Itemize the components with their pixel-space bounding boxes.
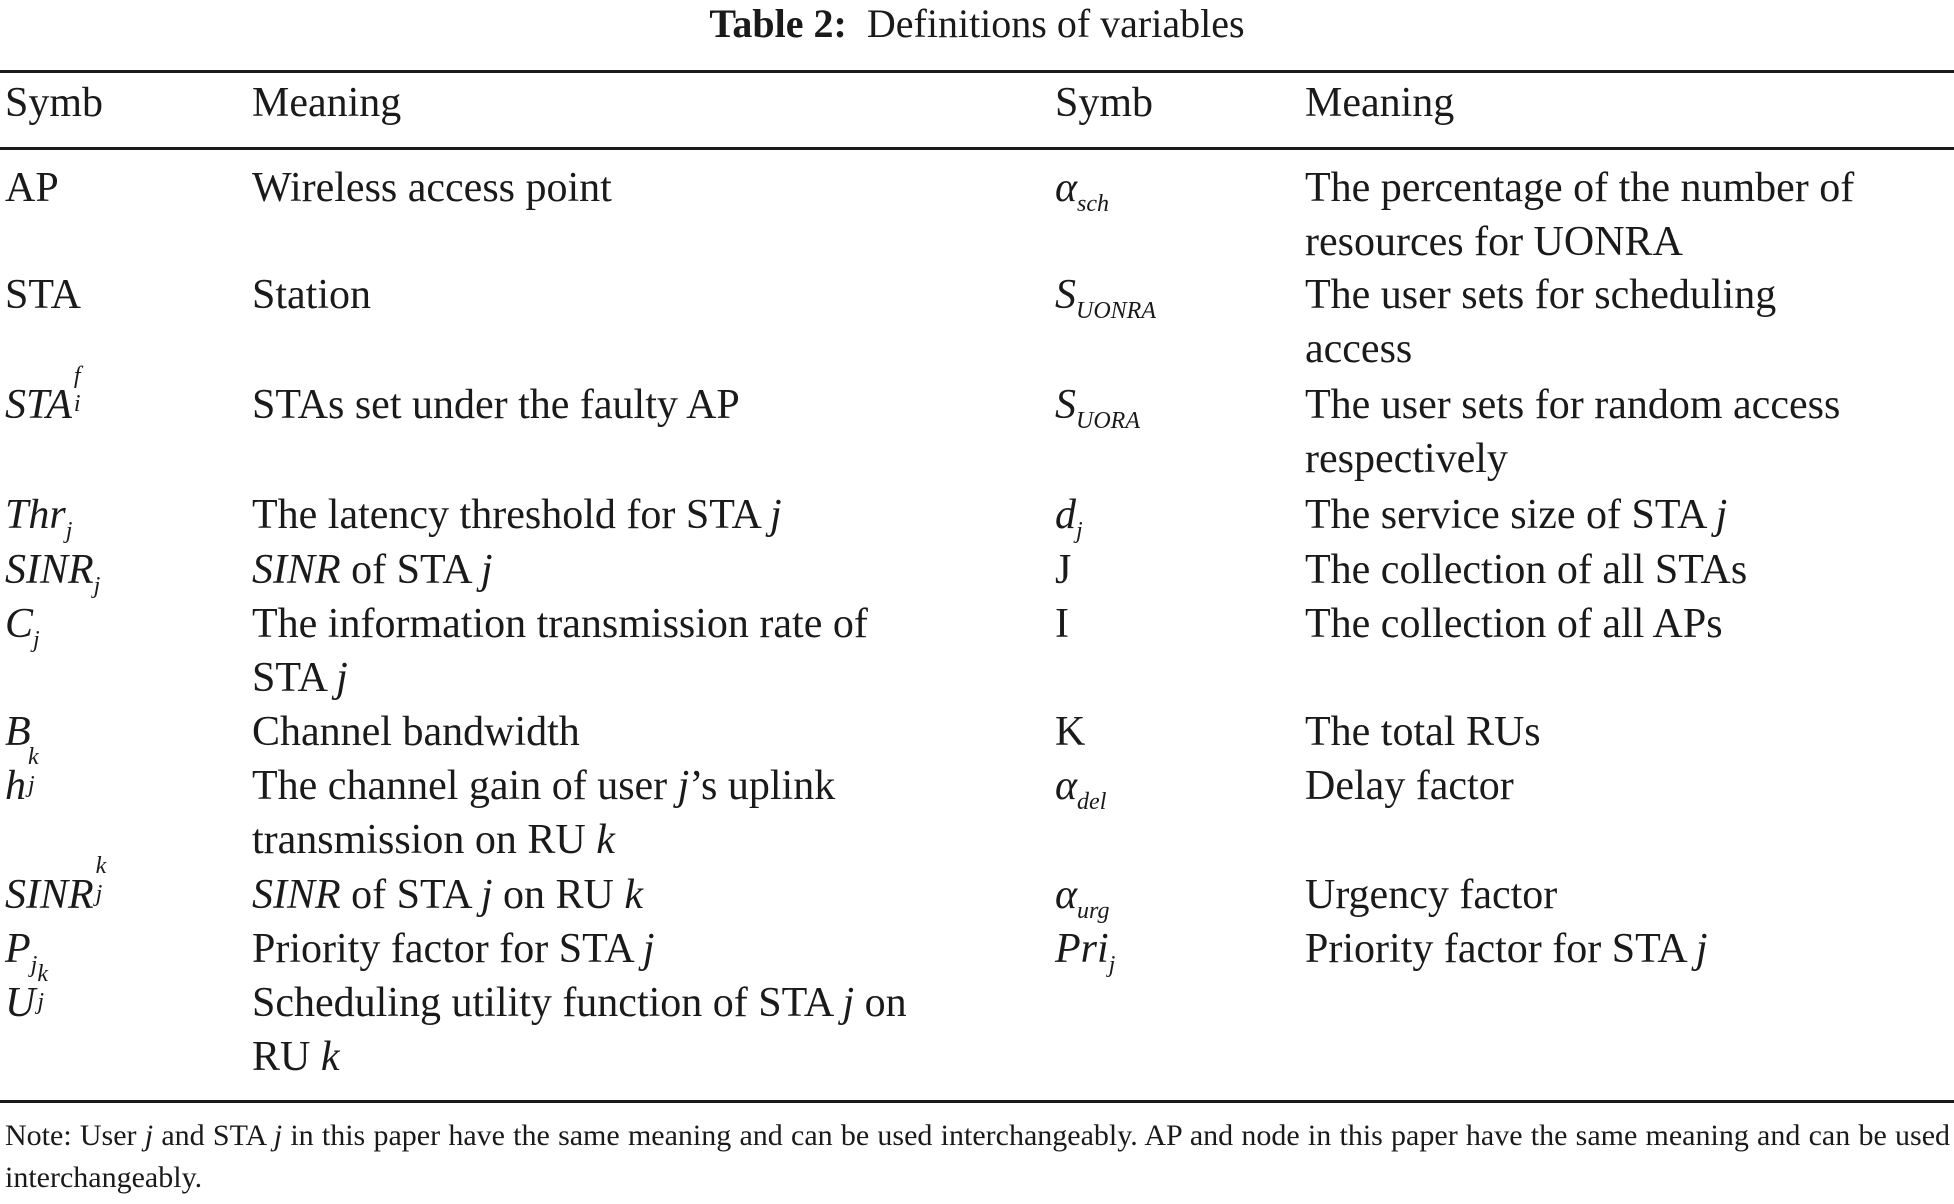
table-caption [0,0,1954,48]
header-symb-1: Symb [5,80,104,126]
meaning-cell-right: The total RUs [1305,709,1541,755]
meaning-cell-right: The collection of all STAs [1305,547,1748,593]
table-caption-text: Definitions of variables [866,1,1245,46]
meaning-cell-left: The information transmission rate of STA j [252,601,868,701]
meaning-cell-right: Priority factor for STA j [1305,926,1708,972]
symbol-cell-left: STA f i [5,363,81,428]
symbol-cell-right: $\alpha_{sch}$ [1055,165,1110,217]
meaning-cell-left: SINR of STA j on RU k [252,872,643,918]
meaning-cell-right: The user sets for random access respectively [1305,382,1841,482]
meaning-cell-left: Wireless access point [252,165,612,211]
meaning-cell-right: Urgency factor [1305,872,1558,918]
symbol-cell-right: K [1055,709,1086,755]
symbol-cell-right: $\alpha_{del}$ [1055,763,1107,815]
header-meaning-2: Meaning [1305,80,1455,126]
meaning-cell-left: STAs set under the faulty AP [252,382,740,428]
symbol-cell-right: $S_{UORA}$ [1055,382,1140,434]
symbol-cell-right: $S_{UONRA}$ [1055,272,1156,324]
table-caption-label: Table 2: [709,1,847,46]
symbol-cell-left: $P_j$ [5,926,38,978]
symbol-cell-right: J [1055,547,1072,593]
symbol-cell-left: $C_j$ [5,601,40,653]
header-symb-2: Symb [1055,80,1154,126]
meaning-cell-right: The user sets for scheduling access [1305,272,1777,372]
symbol-cell-right: $d_j$ [1055,492,1083,544]
symbol-cell-right: $\alpha_{urg}$ [1055,872,1110,924]
table-note: Note: User j and STA j in this paper have the same meaning and can be used interchangeably. AP and node in this paper have the same meaning and can be used interchangeably. [5,1119,1951,1194]
symbol-cell-left: h k j [5,744,39,809]
meaning-cell-right: The percentage of the number of resources for UONRA [1305,165,1855,265]
symbol-cell-left: U k j [5,961,48,1026]
symbol-cell-left: $SINR_j$ [5,547,101,599]
symbol-cell-left: AP [5,165,59,211]
meaning-cell-left: The latency threshold for STA j [252,492,782,538]
meaning-cell-left: Scheduling utility function of STA j on RU k [252,980,907,1080]
symbol-cell-right: Pri$_j$ [1055,926,1116,978]
symbol-cell-left: Thr$_j$ [5,492,73,544]
meaning-cell-right: Delay factor [1305,763,1514,809]
symbol-cell-right: I [1055,601,1069,647]
symbol-cell-left: B [5,709,31,755]
meaning-cell-left: Priority factor for STA j [252,926,655,972]
meaning-cell-left: SINR of STA j [252,547,493,593]
meaning-cell-left: Channel bandwidth [252,709,580,755]
top-rule [0,70,1954,73]
meaning-cell-right: The service size of STA j [1305,492,1728,538]
header-meaning-1: Meaning [252,80,402,126]
symbol-cell-left: STA [5,272,81,318]
header-rule [0,147,1954,150]
bottom-rule [0,1100,1954,1103]
symbol-cell-left: SINR k j [5,853,107,918]
meaning-cell-left: Station [252,272,372,318]
meaning-cell-right: The collection of all APs [1305,601,1723,647]
meaning-cell-left: The channel gain of user j’s uplink transmission on RU k [252,763,836,863]
